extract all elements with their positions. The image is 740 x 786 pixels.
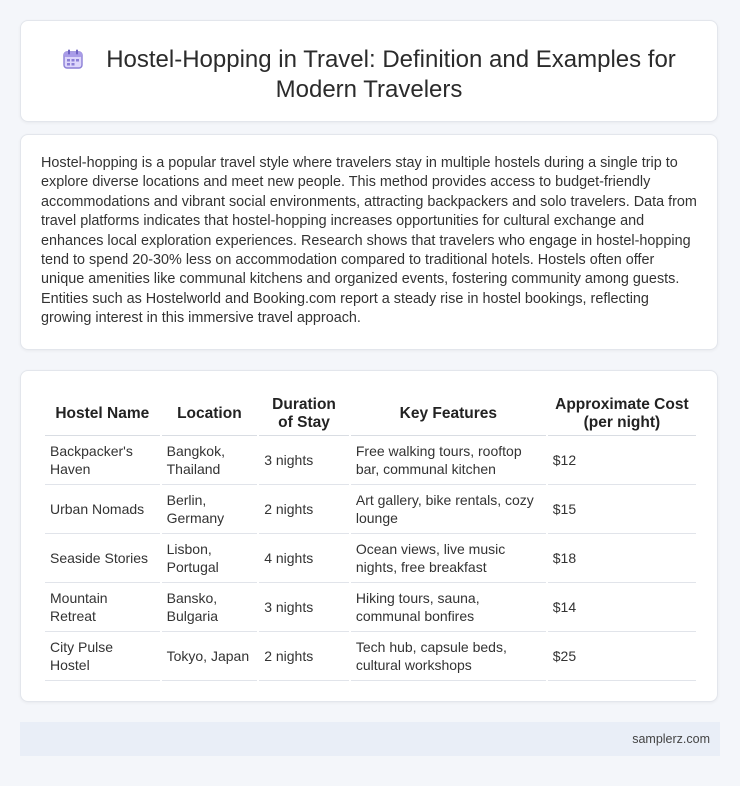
cell-location: Lisbon, Portugal [162,534,258,583]
page-title: Hostel-Hopping in Travel: Definition and Examples for Modern Travelers [106,46,676,103]
hostel-table [43,393,698,681]
title-card [20,20,718,122]
header-duration: Duration of Stay [259,393,349,436]
cell-key-features: Hiking tours, sauna, communal bonfires [351,583,546,632]
table-row [45,485,696,534]
cell-cost: $14 [548,583,696,632]
intro-paragraph: Hostel-hopping is a popular travel style where travelers stay in multiple hostels during a single trip to explore diverse locations and meet new people. This method provides access to budget-friendly accommodations and vibrant social environments, attracting backpackers and solo travelers. Data from travel platforms indicates that hostel-hopping increases opportunities for cultural exchange and enhances local exploration experiences. Research shows that travelers who engage in hostel-hopping tend to spend 20-30% less on accommodation compared to traditional hotels. Hostels often offer unique amenities like communal kitchens and organized events, fostering community among guests. Entities such as Hostelworld and Booking.com report a steady rise in hostel bookings, reflecting growing interest in this immersive travel approach. [41,155,697,327]
cell-cost: $12 [548,436,696,485]
cell-cost: $15 [548,485,696,534]
cell-hostel-name: Urban Nomads [45,485,160,534]
table-row [45,583,696,632]
cell-hostel-name: Mountain Retreat [45,583,160,632]
cell-duration: 2 nights [259,485,349,534]
cell-location: Tokyo, Japan [162,632,258,681]
header-key-features: Key Features [351,393,546,436]
cell-duration: 4 nights [259,534,349,583]
cell-key-features: Art gallery, bike rentals, cozy lounge [351,485,546,534]
calendar-icon [62,48,84,70]
table-row [45,436,696,485]
cell-hostel-name: Seaside Stories [45,534,160,583]
cell-key-features: Free walking tours, rooftop bar, communal kitchen [351,436,546,485]
footer-bar [20,722,720,756]
cell-hostel-name: City Pulse Hostel [45,632,160,681]
title-wrap [51,45,687,105]
header-cost: Approximate Cost (per night) [548,393,696,436]
cell-location: Bangkok, Thailand [162,436,258,485]
cell-key-features: Ocean views, live music nights, free breakfast [351,534,546,583]
table-row [45,632,696,681]
cell-location: Bansko, Bulgaria [162,583,258,632]
header-hostel-name: Hostel Name [45,393,160,436]
cell-cost: $25 [548,632,696,681]
cell-duration: 2 nights [259,632,349,681]
cell-cost: $18 [548,534,696,583]
cell-key-features: Tech hub, capsule beds, cultural workshops [351,632,546,681]
table-row [45,534,696,583]
footer-site-link[interactable]: samplerz.com [632,732,710,746]
cell-location: Berlin, Germany [162,485,258,534]
cell-duration: 3 nights [259,583,349,632]
header-location: Location [162,393,258,436]
cell-duration: 3 nights [259,436,349,485]
cell-hostel-name: Backpacker's Haven [45,436,160,485]
table-card [20,370,718,702]
intro-card [20,134,718,350]
table-header-row [45,393,696,436]
